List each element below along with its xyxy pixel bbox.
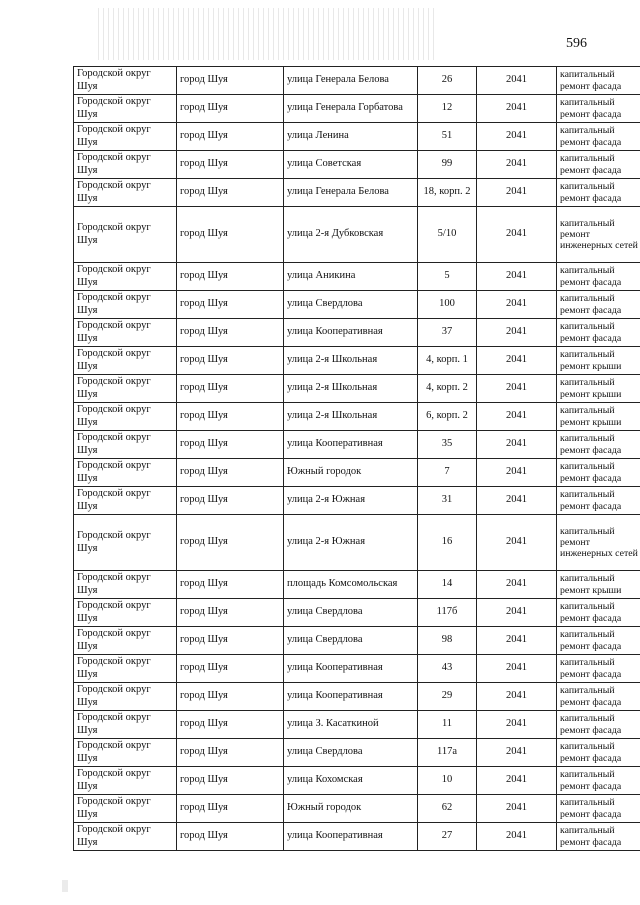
- year-cell: 2041: [477, 263, 557, 291]
- district-cell: Городской округ Шуя: [74, 95, 177, 123]
- city-cell: город Шуя: [177, 627, 284, 655]
- district-cell: Городской округ Шуя: [74, 487, 177, 515]
- scan-noise: [98, 8, 438, 60]
- table-row: [74, 123, 640, 151]
- table-row: [74, 487, 640, 515]
- house-number-cell: 16: [418, 515, 477, 571]
- street-cell: улица 2-я Школьная: [284, 403, 418, 431]
- street-cell: улица 2-я Школьная: [284, 347, 418, 375]
- house-number-cell: 35: [418, 431, 477, 459]
- city-cell: город Шуя: [177, 67, 284, 95]
- work-type-cell: капитальный ремонт фасада: [557, 123, 640, 151]
- house-number-cell: 5/10: [418, 207, 477, 263]
- city-cell: город Шуя: [177, 375, 284, 403]
- district-cell: Городской округ Шуя: [74, 767, 177, 795]
- year-cell: 2041: [477, 459, 557, 487]
- house-number-cell: 117б: [418, 599, 477, 627]
- district-cell: Городской округ Шуя: [74, 347, 177, 375]
- year-cell: 2041: [477, 627, 557, 655]
- house-number-cell: 51: [418, 123, 477, 151]
- work-type-cell: капитальный ремонт фасада: [557, 683, 640, 711]
- house-number-cell: 29: [418, 683, 477, 711]
- work-type-cell: капитальный ремонт фасада: [557, 823, 640, 851]
- street-cell: улица 2-я Дубковская: [284, 207, 418, 263]
- district-cell: Городской округ Шуя: [74, 179, 177, 207]
- street-cell: улица 2-я Южная: [284, 487, 418, 515]
- year-cell: 2041: [477, 655, 557, 683]
- street-cell: улица Кооперативная: [284, 655, 418, 683]
- year-cell: 2041: [477, 683, 557, 711]
- street-cell: улица 2-я Южная: [284, 515, 418, 571]
- street-cell: площадь Комсомольская: [284, 571, 418, 599]
- district-cell: Городской округ Шуя: [74, 571, 177, 599]
- street-cell: улица Кооперативная: [284, 823, 418, 851]
- work-type-cell: капитальный ремонт фасада: [557, 795, 640, 823]
- work-type-cell: капитальный ремонт крыши: [557, 571, 640, 599]
- street-cell: улица Аникина: [284, 263, 418, 291]
- year-cell: 2041: [477, 599, 557, 627]
- table-row: [74, 431, 640, 459]
- scan-mark: [62, 880, 68, 892]
- district-cell: Городской округ Шуя: [74, 711, 177, 739]
- city-cell: город Шуя: [177, 123, 284, 151]
- city-cell: город Шуя: [177, 599, 284, 627]
- year-cell: 2041: [477, 403, 557, 431]
- street-cell: улица Кохомская: [284, 767, 418, 795]
- district-cell: Городской округ Шуя: [74, 459, 177, 487]
- city-cell: город Шуя: [177, 487, 284, 515]
- table-row: [74, 151, 640, 179]
- district-cell: Городской округ Шуя: [74, 207, 177, 263]
- house-number-cell: 27: [418, 823, 477, 851]
- work-type-cell: капитальный ремонт фасада: [557, 459, 640, 487]
- city-cell: город Шуя: [177, 263, 284, 291]
- year-cell: 2041: [477, 739, 557, 767]
- year-cell: 2041: [477, 291, 557, 319]
- work-type-cell: капитальный ремонт фасада: [557, 431, 640, 459]
- city-cell: город Шуя: [177, 95, 284, 123]
- street-cell: улица Генерала Белова: [284, 67, 418, 95]
- street-cell: улица Свердлова: [284, 291, 418, 319]
- city-cell: город Шуя: [177, 711, 284, 739]
- table-row: [74, 95, 640, 123]
- house-number-cell: 4, корп. 1: [418, 347, 477, 375]
- house-number-cell: 18, корп. 2: [418, 179, 477, 207]
- district-cell: Городской округ Шуя: [74, 431, 177, 459]
- district-cell: Городской округ Шуя: [74, 795, 177, 823]
- city-cell: город Шуя: [177, 655, 284, 683]
- year-cell: 2041: [477, 711, 557, 739]
- table-row: [74, 67, 640, 95]
- city-cell: город Шуя: [177, 795, 284, 823]
- district-cell: Городской округ Шуя: [74, 627, 177, 655]
- city-cell: город Шуя: [177, 571, 284, 599]
- table-row: [74, 207, 640, 263]
- year-cell: 2041: [477, 571, 557, 599]
- city-cell: город Шуя: [177, 739, 284, 767]
- house-number-cell: 14: [418, 571, 477, 599]
- district-cell: Городской округ Шуя: [74, 67, 177, 95]
- table-row: [74, 319, 640, 347]
- work-type-cell: капитальный ремонт крыши: [557, 375, 640, 403]
- street-cell: улица Свердлова: [284, 599, 418, 627]
- house-number-cell: 6, корп. 2: [418, 403, 477, 431]
- year-cell: 2041: [477, 767, 557, 795]
- district-cell: Городской округ Шуя: [74, 151, 177, 179]
- street-cell: улица Свердлова: [284, 627, 418, 655]
- work-type-cell: капитальный ремонт крыши: [557, 403, 640, 431]
- work-type-cell: капитальный ремонт крыши: [557, 347, 640, 375]
- work-type-cell: капитальный ремонт фасада: [557, 291, 640, 319]
- street-cell: улица З. Касаткиной: [284, 711, 418, 739]
- table-row: [74, 179, 640, 207]
- year-cell: 2041: [477, 375, 557, 403]
- table-row: [74, 403, 640, 431]
- work-type-cell: капитальный ремонт фасада: [557, 151, 640, 179]
- registry-table: [73, 66, 640, 851]
- street-cell: улица Кооперативная: [284, 683, 418, 711]
- street-cell: Южный городок: [284, 795, 418, 823]
- house-number-cell: 99: [418, 151, 477, 179]
- year-cell: 2041: [477, 151, 557, 179]
- district-cell: Городской округ Шуя: [74, 599, 177, 627]
- house-number-cell: 7: [418, 459, 477, 487]
- street-cell: улица Кооперативная: [284, 319, 418, 347]
- city-cell: город Шуя: [177, 151, 284, 179]
- district-cell: Городской округ Шуя: [74, 123, 177, 151]
- district-cell: Городской округ Шуя: [74, 823, 177, 851]
- district-cell: Городской округ Шуя: [74, 683, 177, 711]
- street-cell: улица Генерала Белова: [284, 179, 418, 207]
- table-row: [74, 739, 640, 767]
- table-row: [74, 767, 640, 795]
- table-row: [74, 347, 640, 375]
- work-type-cell: капитальный ремонт фасада: [557, 319, 640, 347]
- table-row: [74, 823, 640, 851]
- city-cell: город Шуя: [177, 683, 284, 711]
- district-cell: Городской округ Шуя: [74, 319, 177, 347]
- table-row: [74, 711, 640, 739]
- district-cell: Городской округ Шуя: [74, 263, 177, 291]
- table-row: [74, 599, 640, 627]
- work-type-cell: капитальный ремонт фасада: [557, 655, 640, 683]
- street-cell: улица Кооперативная: [284, 431, 418, 459]
- street-cell: улица Генерала Горбатова: [284, 95, 418, 123]
- work-type-cell: капитальный ремонт фасада: [557, 67, 640, 95]
- work-type-cell: капитальный ремонт фасада: [557, 739, 640, 767]
- house-number-cell: 37: [418, 319, 477, 347]
- table-row: [74, 291, 640, 319]
- work-type-cell: капитальный ремонт фасада: [557, 599, 640, 627]
- street-cell: улица Свердлова: [284, 739, 418, 767]
- work-type-cell: капитальный ремонт фасада: [557, 179, 640, 207]
- street-cell: улица Ленина: [284, 123, 418, 151]
- year-cell: 2041: [477, 319, 557, 347]
- year-cell: 2041: [477, 347, 557, 375]
- table-row: [74, 459, 640, 487]
- table-row: [74, 683, 640, 711]
- table-row: [74, 263, 640, 291]
- city-cell: город Шуя: [177, 179, 284, 207]
- house-number-cell: 62: [418, 795, 477, 823]
- district-cell: Городской округ Шуя: [74, 739, 177, 767]
- year-cell: 2041: [477, 95, 557, 123]
- table-row: [74, 571, 640, 599]
- year-cell: 2041: [477, 795, 557, 823]
- house-number-cell: 26: [418, 67, 477, 95]
- work-type-cell: капитальный ремонт фасада: [557, 263, 640, 291]
- street-cell: Южный городок: [284, 459, 418, 487]
- city-cell: город Шуя: [177, 207, 284, 263]
- work-type-cell: капитальный ремонт инженерных сетей: [557, 515, 640, 571]
- house-number-cell: 11: [418, 711, 477, 739]
- house-number-cell: 117а: [418, 739, 477, 767]
- house-number-cell: 31: [418, 487, 477, 515]
- house-number-cell: 10: [418, 767, 477, 795]
- year-cell: 2041: [477, 123, 557, 151]
- year-cell: 2041: [477, 179, 557, 207]
- work-type-cell: капитальный ремонт фасада: [557, 767, 640, 795]
- house-number-cell: 100: [418, 291, 477, 319]
- house-number-cell: 4, корп. 2: [418, 375, 477, 403]
- work-type-cell: капитальный ремонт фасада: [557, 95, 640, 123]
- year-cell: 2041: [477, 207, 557, 263]
- city-cell: город Шуя: [177, 515, 284, 571]
- work-type-cell: капитальный ремонт фасада: [557, 627, 640, 655]
- year-cell: 2041: [477, 431, 557, 459]
- district-cell: Городской округ Шуя: [74, 655, 177, 683]
- year-cell: 2041: [477, 67, 557, 95]
- table-row: [74, 515, 640, 571]
- district-cell: Городской округ Шуя: [74, 291, 177, 319]
- work-type-cell: капитальный ремонт фасада: [557, 711, 640, 739]
- district-cell: Городской округ Шуя: [74, 375, 177, 403]
- work-type-cell: капитальный ремонт фасада: [557, 487, 640, 515]
- year-cell: 2041: [477, 515, 557, 571]
- table-row: [74, 655, 640, 683]
- city-cell: город Шуя: [177, 459, 284, 487]
- page-number: 596: [566, 36, 587, 51]
- house-number-cell: 5: [418, 263, 477, 291]
- house-number-cell: 98: [418, 627, 477, 655]
- city-cell: город Шуя: [177, 431, 284, 459]
- city-cell: город Шуя: [177, 319, 284, 347]
- city-cell: город Шуя: [177, 347, 284, 375]
- table-row: [74, 795, 640, 823]
- city-cell: город Шуя: [177, 403, 284, 431]
- house-number-cell: 43: [418, 655, 477, 683]
- city-cell: город Шуя: [177, 823, 284, 851]
- table-row: [74, 627, 640, 655]
- street-cell: улица Советская: [284, 151, 418, 179]
- city-cell: город Шуя: [177, 291, 284, 319]
- city-cell: город Шуя: [177, 767, 284, 795]
- house-number-cell: 12: [418, 95, 477, 123]
- work-type-cell: капитальный ремонт инженерных сетей: [557, 207, 640, 263]
- year-cell: 2041: [477, 487, 557, 515]
- year-cell: 2041: [477, 823, 557, 851]
- table-row: [74, 375, 640, 403]
- street-cell: улица 2-я Школьная: [284, 375, 418, 403]
- district-cell: Городской округ Шуя: [74, 403, 177, 431]
- district-cell: Городской округ Шуя: [74, 515, 177, 571]
